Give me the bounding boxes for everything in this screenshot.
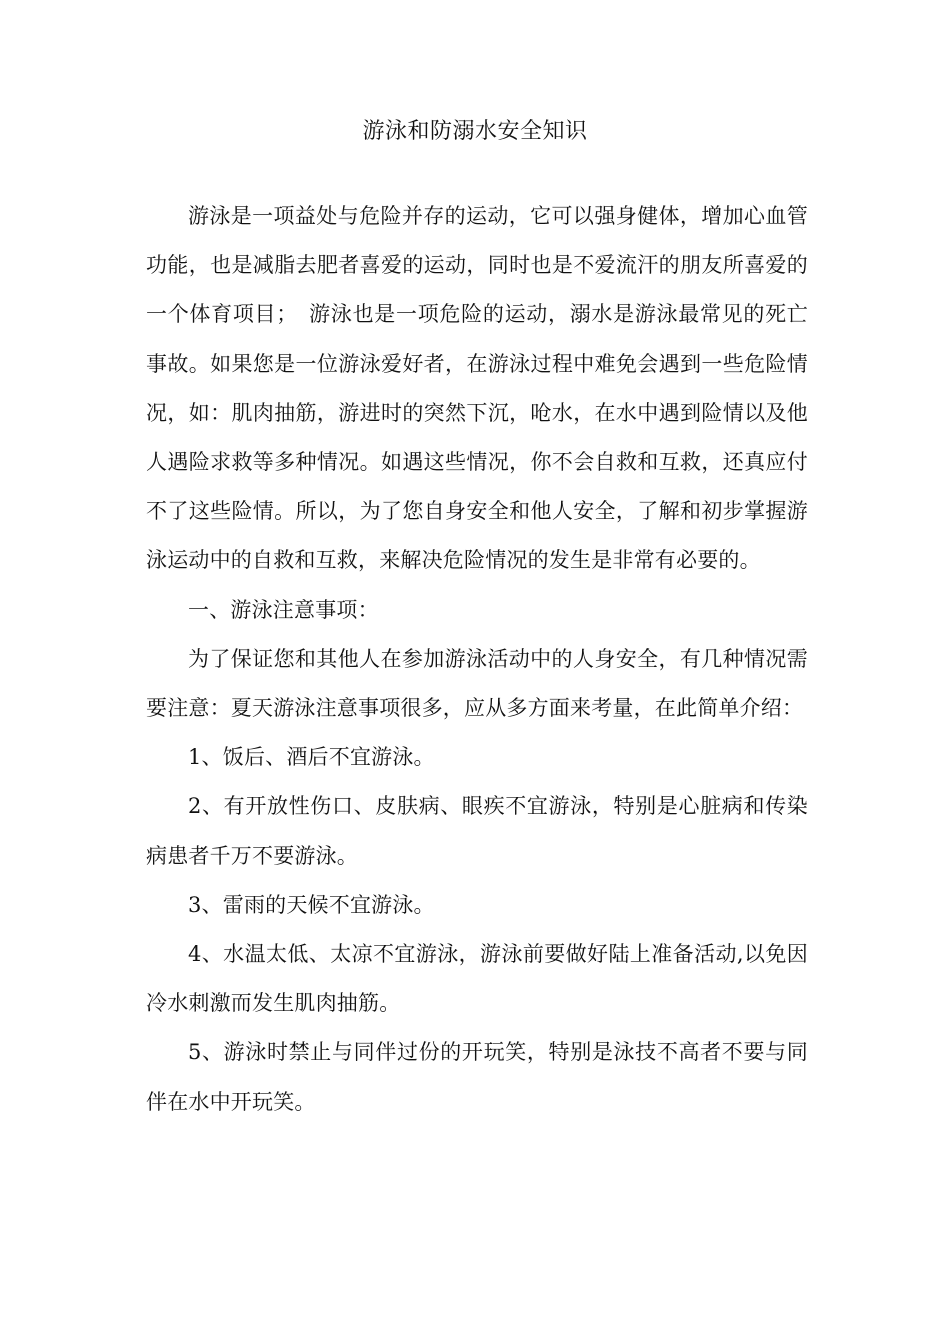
section-heading: 一、游泳注意事项： bbox=[188, 597, 379, 622]
list-item-3: 3、雷雨的天候不宜游泳。 bbox=[188, 892, 435, 917]
document-body bbox=[146, 192, 808, 1127]
document-title: 游泳和防溺水安全知识 bbox=[362, 119, 588, 144]
list-item-2: 2、有开放性伤口、皮肤病、眼疾不宜游泳，特别是心脏病和传染病患者千万不要游泳。 bbox=[146, 794, 808, 868]
list-item-4: 4、水温太低、太凉不宜游泳，游泳前要做好陆上准备活动,以免因冷水刺激而发生肌肉抽筋。 bbox=[146, 942, 808, 1016]
paragraph-intro: 游泳是一项益处与危险并存的运动，它可以强身健体，增加心血管功能，也是减脂去肥者喜爱的运动，同时也是不爱流汗的朋友所喜爱的一个体育项目； 游泳也是一项危险的运动，溺水是游泳最常见的死亡事故。如果您是一位游泳爱好者，在游泳过程中难免会遇到一些危险情况，如：肌肉抽筋，游进时的突然下沉，呛水，在水中遇到险情以及他人遇险求救等多种情况。如遇这些情况，你不会自救和互救，还真应付不了这些险情。所以，为了您自身安全和他人安全，了解和初步掌握游泳运动中的自救和互救，来解决危险情况的发生是非常有必要的。 bbox=[146, 204, 808, 573]
list-item-1: 1、饭后、酒后不宜游泳。 bbox=[188, 745, 435, 770]
list-item-5: 5、游泳时禁止与同伴过份的开玩笑，特别是泳技不高者不要与同伴在水中开玩笑。 bbox=[146, 1040, 808, 1114]
paragraph-notice: 为了保证您和其他人在参加游泳活动中的人身安全，有几种情况需要注意：夏天游泳注意事项很多，应从多方面来考量，在此简单介绍： bbox=[146, 646, 808, 721]
